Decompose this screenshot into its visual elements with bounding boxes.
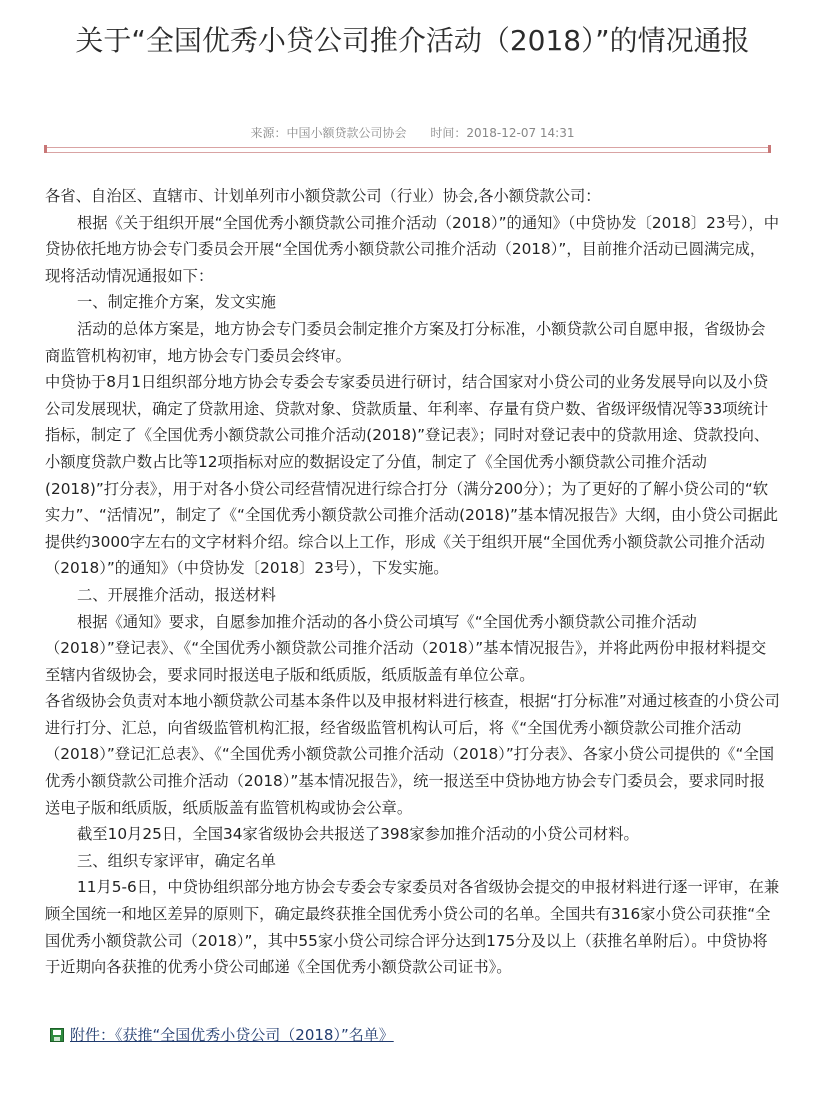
paragraph: 各省级协会负责对本地小额贷款公司基本条件以及申报材料进行核查，根据“打分标准”对通过核查的小贷公司进行打分、汇总，向省级监管机构汇报，经省级监管机构认可后，将《“全国优秀小额贷款公司推介活动（2018）”登记汇总表》、《“全国优秀小额贷款公司推介活动（2018）”打分表》、各家小贷公司提供的《“全国优秀小额贷款公司推介活动（2018）”基本情况报告》，统一报送至中贷协地方协会专门委员会，要求同时报送电子版和纸质版，纸质版盖有监管机构或协会公章。 xyxy=(45,692,780,817)
article-body xyxy=(45,183,780,981)
paragraph: 各省、自治区、直辖市、计划单列市小额贷款公司（行业）协会,各小额贷款公司： xyxy=(45,187,601,205)
section-heading: 一、制定推介方案，发文实施 xyxy=(77,293,276,312)
article-time: 时间：2018-12-07 14:31 xyxy=(430,126,575,140)
attachment xyxy=(50,1025,394,1045)
paragraph: 活动的总体方案是，地方协会专门委员会制定推介方案及打分标准，小额贷款公司自愿申报，省级协会商监管机构初审，地方协会专门委员会终审。 xyxy=(45,319,766,365)
section-heading: 三、组织专家评审，确定名单 xyxy=(77,851,276,870)
excel-file-icon xyxy=(50,1027,64,1041)
attachment-link[interactable]: 附件：《获推“全国优秀小贷公司（2018）”名单》 xyxy=(70,1026,394,1044)
page-title: 关于“全国优秀小贷公司推介活动（2018）”的情况通报 xyxy=(75,24,750,57)
article-meta xyxy=(0,124,825,141)
article-source: 来源：中国小额贷款公司协会 xyxy=(250,126,407,140)
section-heading: 二、开展推介活动，报送材料 xyxy=(77,585,276,604)
paragraph: 根据《关于组织开展“全国优秀小额贷款公司推介活动（2018）”的通知》（中贷协发〔2018〕23号），中贷协依托地方协会专门委员会开展“全国优秀小额贷款公司推介活动（2018）”，目前推介活动已圆满完成，现将活动情况通报如下： xyxy=(45,213,780,285)
paragraph: 根据《通知》要求，自愿参加推介活动的各小贷公司填写《“全国优秀小额贷款公司推介活动（2018）”登记表》、《“全国优秀小额贷款公司推介活动（2018）”基本情况报告》，并将此两份申报材料提交至辖内省级协会，要求同时报送电子版和纸质版，纸质版盖有单位公章。 xyxy=(45,612,767,684)
paragraph: 11月5-6日，中贷协组织部分地方协会专委会专家委员对各省级协会提交的申报材料进行逐一评审，在兼顾全国统一和地区差异的原则下，确定最终获推全国优秀小贷公司的名单。全国共有316家小贷公司获推“全国优秀小额贷款公司（2018）”，其中55家小贷公司综合评分达到175分及以上（获推名单附后）。中贷协将于近期向各获推的优秀小贷公司邮递《全国优秀小额贷款公司证书》。 xyxy=(45,878,780,977)
title-divider xyxy=(45,147,770,153)
paragraph: 截至10月25日，全国34家省级协会共报送了398家参加推介活动的小贷公司材料。 xyxy=(77,825,639,844)
paragraph: 中贷协于8月1日组织部分地方协会专委会专家委员进行研讨，结合国家对小贷公司的业务发展导向以及小贷公司发展现状，确定了贷款用途、贷款对象、贷款质量、年利率、存量有贷户数、省级评级情况等33项统计指标，制定了《全国优秀小额贷款公司推介活动(2018)”登记表》；同时对登记表中的贷款用途、贷款投向、小额度贷款户数占比等12项指标对应的数据设定了分值，制定了《全国优秀小额贷款公司推介活动(2018)”打分表》，用于对各小贷公司经营情况进行综合打分（满分200分）；为了更好的了解小贷公司的“软实力”、“活情况”，制定了《“全国优秀小额贷款公司推介活动(2018)”基本情况报告》大纲，由小贷公司据此提供约3000字左右的文字材料介绍。综合以上工作，形成《关于组织开展“全国优秀小额贷款公司推介活动（2018）”的通知》（中贷协发〔2018〕23号），下发实施。 xyxy=(45,373,778,578)
